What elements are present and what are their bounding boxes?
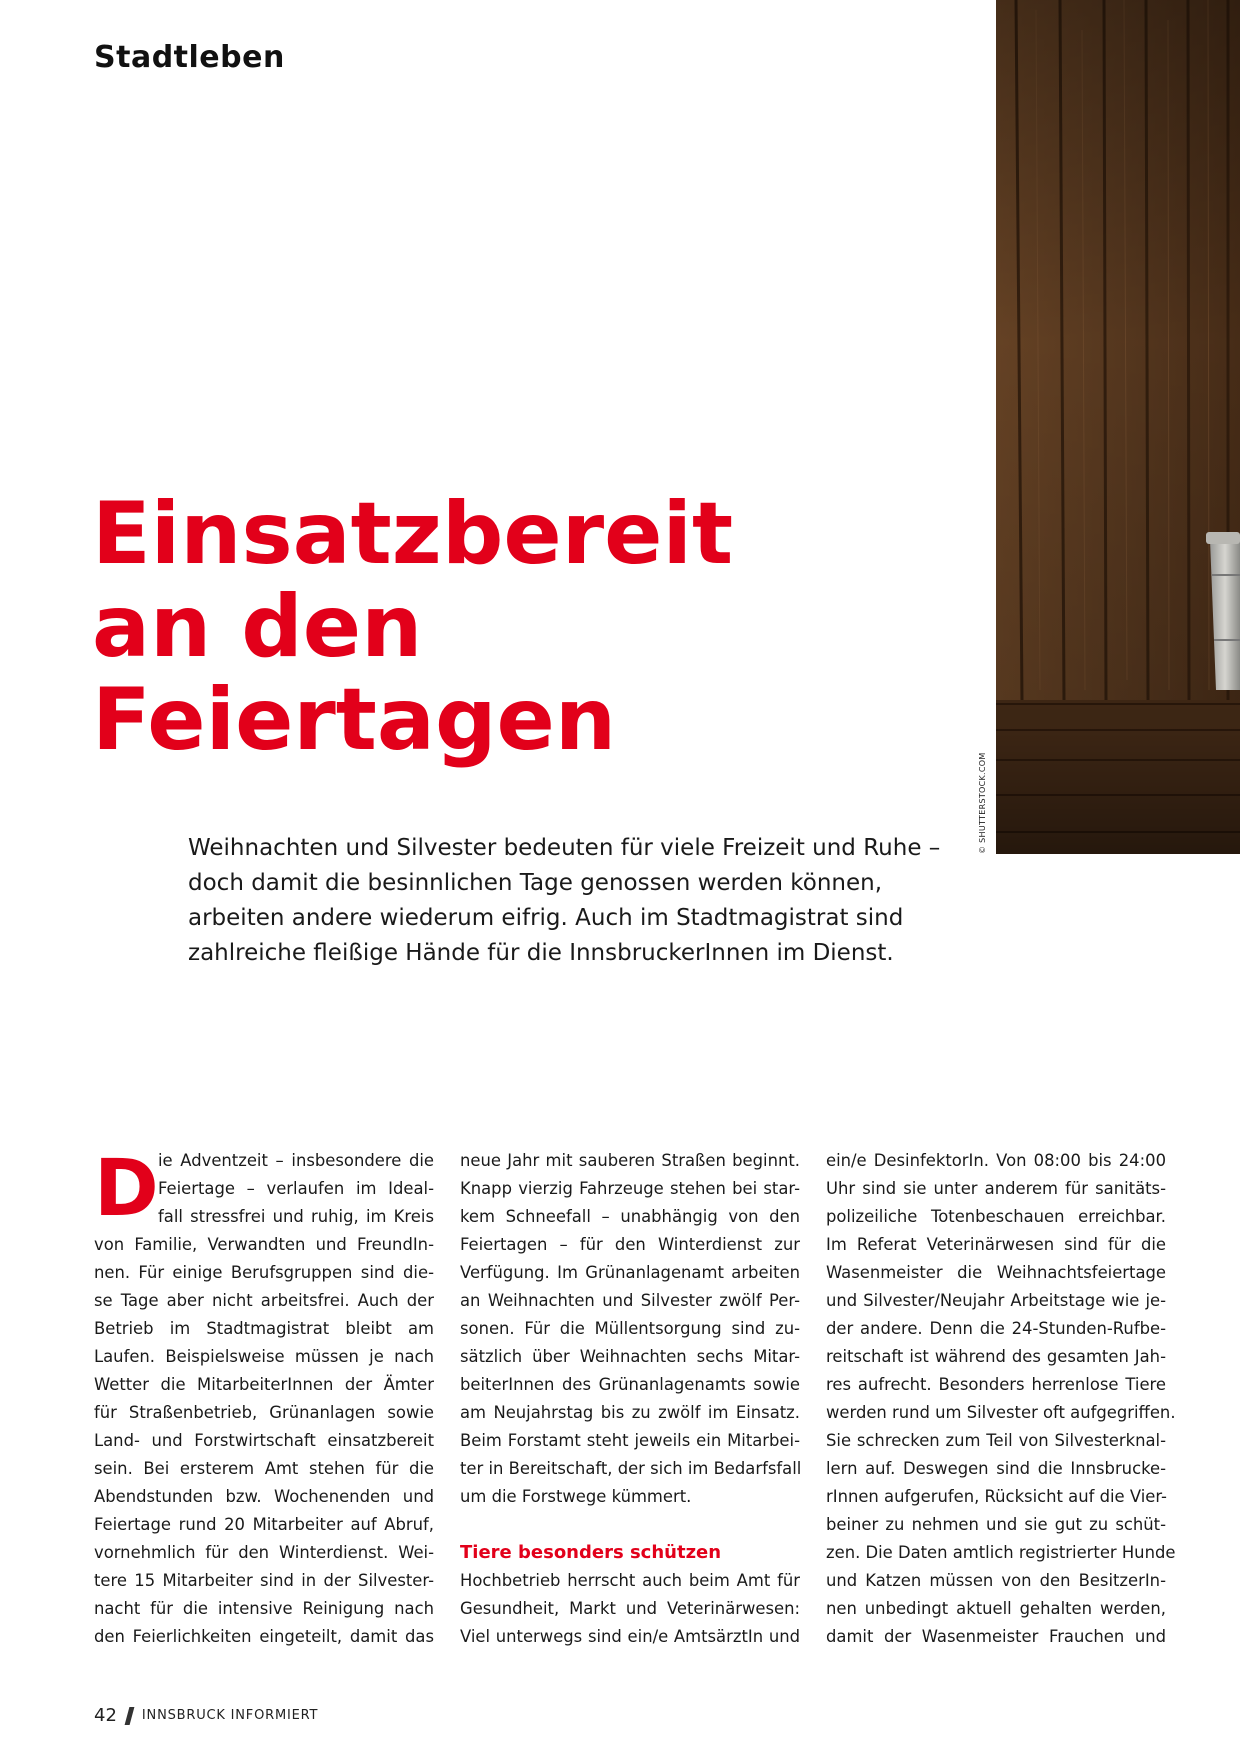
body-line: tere 15 Mitarbeiter sind in der Silvester- xyxy=(94,1571,434,1590)
body-line: von Familie, Verwandten und FreundIn- xyxy=(94,1235,434,1254)
body-line: se Tage aber nicht arbeitsfrei. Auch der xyxy=(94,1291,434,1310)
drop-cap: D xyxy=(94,1144,159,1234)
lead-paragraph xyxy=(188,831,941,971)
subheading: Tiere besonders schützen xyxy=(460,1542,722,1563)
body-line: Abendstunden bzw. Wochenenden und xyxy=(94,1487,434,1506)
body-line: am Neujahrstag bis zu zwölf im Einsatz. xyxy=(460,1403,800,1422)
body-line: neue Jahr mit sauberen Straßen beginnt. xyxy=(460,1151,800,1170)
body-line: lern auf. Deswegen sind die Innsbrucke- xyxy=(826,1459,1166,1478)
body-line: den Feierlichkeiten eingeteilt, damit das xyxy=(94,1627,434,1646)
body-line: Sie schrecken zum Teil von Silvesterknal- xyxy=(826,1431,1166,1450)
body-line: Knapp vierzig Fahrzeuge stehen bei star- xyxy=(460,1179,800,1198)
body-line: beiner zu nehmen und sie gut zu schüt- xyxy=(826,1515,1166,1534)
body-line: ein/e DesinfektorIn. Von 08:00 bis 24:00 xyxy=(826,1151,1166,1170)
page-number: 42 xyxy=(94,1705,117,1726)
body-line: fall stressfrei und ruhig, im Kreis xyxy=(158,1207,434,1226)
page-footer xyxy=(94,1705,318,1726)
body-line: nen unbedingt aktuell gehalten werden, xyxy=(826,1599,1166,1618)
body-line: nacht für die intensive Reinigung nach xyxy=(94,1599,434,1618)
body-line: Hochbetrieb herrscht auch beim Amt für xyxy=(460,1571,800,1590)
paragraph-gap xyxy=(460,1511,800,1539)
body-line: nen. Für einige Berufsgruppen sind die- xyxy=(94,1263,434,1282)
body-line: sein. Bei ersterem Amt stehen für die xyxy=(94,1459,434,1478)
body-line: Viel unterwegs sind ein/e AmtsärztIn und xyxy=(460,1627,800,1646)
lead-line: arbeiten andere wiederum eifrig. Auch im Stadtmagistrat sind xyxy=(188,905,904,931)
body-line: Verfügung. Im Grünanlagenamt arbeiten xyxy=(460,1263,800,1282)
body-line: ie Adventzeit – insbesondere die xyxy=(158,1151,434,1170)
body-line: Gesundheit, Markt und Veterinärwesen: xyxy=(460,1599,800,1618)
lead-line: Weihnachten und Silvester bedeuten für viele Freizeit und Ruhe – xyxy=(188,835,941,861)
headline-line: an den xyxy=(92,577,423,677)
wooden-wall-bucket-image xyxy=(996,0,1240,854)
lead-line: zahlreiche fleißige Hände für die InnsbruckerInnen im Dienst. xyxy=(188,940,894,966)
body-line: zen. Die Daten amtlich registrierter Hunde xyxy=(826,1543,1176,1562)
body-line: Betrieb im Stadtmagistrat bleibt am xyxy=(94,1319,434,1338)
body-line: beiterInnen des Grünanlagenamts sowie xyxy=(460,1375,800,1394)
body-line: damit der Wasenmeister Frauchen und xyxy=(826,1627,1166,1646)
publication-name: INNSBRUCK INFORMIERT xyxy=(141,1708,319,1723)
headline xyxy=(92,484,912,770)
body-line: Feiertage rund 20 Mitarbeiter auf Abruf, xyxy=(94,1515,434,1534)
body-line: ter in Bereitschaft, der sich im Bedarfsfall xyxy=(460,1459,802,1478)
body-line: Im Referat Veterinärwesen sind für die xyxy=(826,1235,1166,1254)
body-line: kem Schneefall – unabhängig von den xyxy=(460,1207,800,1226)
body-line: rInnen aufgerufen, Rücksicht auf die Vier- xyxy=(826,1487,1167,1506)
headline-line: Einsatzbereit xyxy=(92,484,734,584)
lead-line: doch damit die besinnlichen Tage genossen werden können, xyxy=(188,870,883,896)
body-column-1 xyxy=(94,1144,434,1651)
body-line: der andere. Denn die 24-Stunden-Rufbe- xyxy=(826,1319,1166,1338)
body-line: um die Forstwege kümmert. xyxy=(460,1487,692,1506)
body-line: Wasenmeister die Weihnachtsfeiertage xyxy=(826,1263,1166,1282)
body-line: reitschaft ist während des gesamten Jah- xyxy=(826,1347,1166,1366)
section-label: Stadtleben xyxy=(94,40,285,75)
body-line: Feiertagen – für den Winterdienst zur xyxy=(460,1235,800,1254)
body-line: und Silvester/Neujahr Arbeitstage wie je- xyxy=(826,1291,1166,1310)
body-line: vornehmlich für den Winterdienst. Wei- xyxy=(94,1543,434,1562)
photo-credit: © SHUTTERSTOCK.COM xyxy=(978,752,987,854)
body-line: polizeiliche Totenbeschauen erreichbar. xyxy=(826,1207,1166,1226)
body-line: sätzlich über Weihnachten sechs Mitar- xyxy=(460,1347,800,1366)
body-column-3 xyxy=(826,1147,1176,1651)
body-line: werden rund um Silvester oft aufgegriffen. xyxy=(826,1403,1176,1422)
body-column-2 xyxy=(460,1147,800,1651)
body-line: an Weihnachten und Silvester zwölf Per- xyxy=(460,1291,800,1310)
body-line: Land- und Forstwirtschaft einsatzbereit xyxy=(94,1431,434,1450)
slash-divider-icon xyxy=(124,1707,134,1725)
headline-line: Feiertagen xyxy=(92,670,617,770)
body-line: Feiertage – verlaufen im Ideal- xyxy=(158,1179,434,1198)
body-line: und Katzen müssen von den BesitzerIn- xyxy=(826,1571,1166,1590)
body-line: Beim Forstamt steht jeweils ein Mitarbei- xyxy=(460,1431,800,1450)
body-line: Wetter die MitarbeiterInnen der Ämter xyxy=(94,1375,434,1394)
body-line: sonen. Für die Müllentsorgung sind zu- xyxy=(460,1319,800,1338)
body-line: für Straßenbetrieb, Grünanlagen sowie xyxy=(94,1403,434,1422)
body-line: Uhr sind sie unter anderem für sanitäts- xyxy=(826,1179,1166,1198)
body-line: Laufen. Beispielsweise müssen je nach xyxy=(94,1347,434,1366)
body-line: res aufrecht. Besonders herrenlose Tiere xyxy=(826,1375,1166,1394)
